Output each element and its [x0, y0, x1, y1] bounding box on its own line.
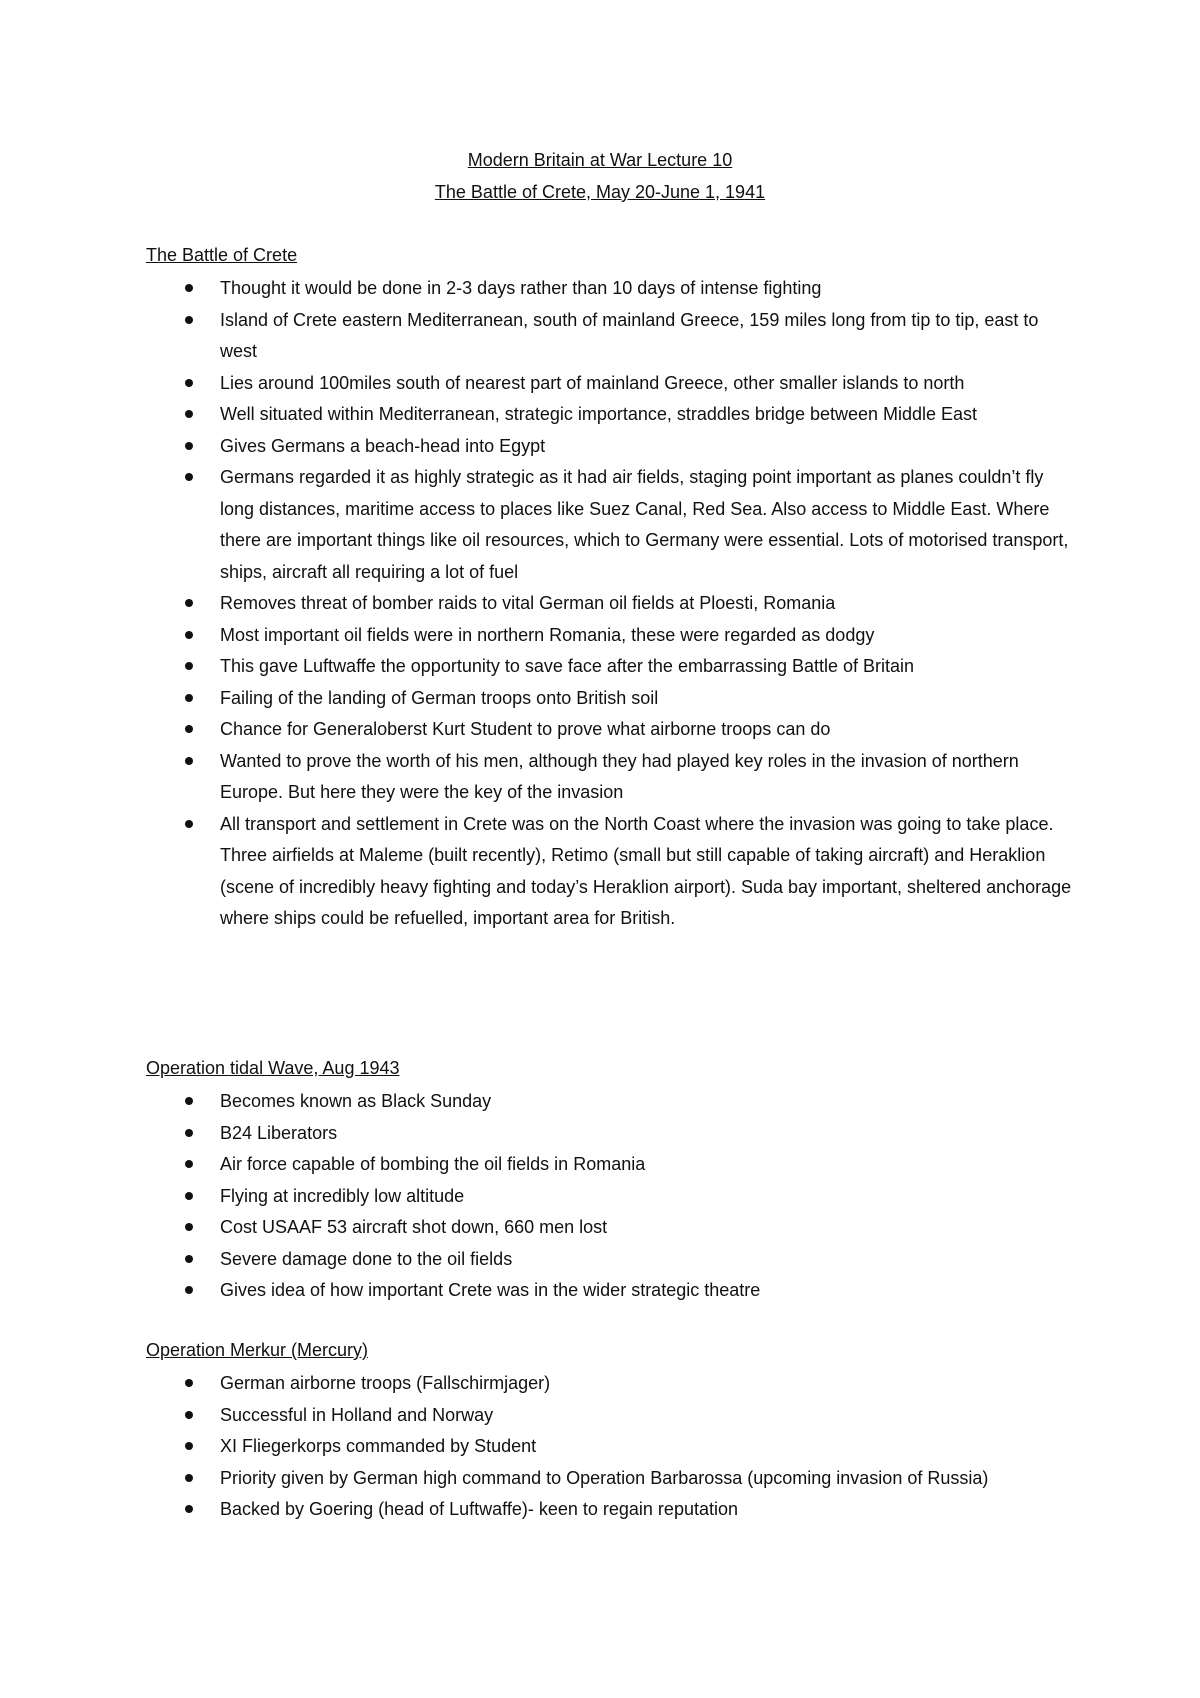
list-item-text: Island of Crete eastern Mediterranean, south of mainland Greece, 159 miles long from tip to tip, east to west — [220, 309, 1039, 361]
list-item — [146, 431, 1076, 463]
section-heading: Operation Merkur (Mercury) — [146, 1340, 369, 1360]
bullet-icon — [185, 1160, 193, 1168]
list-item — [146, 683, 1076, 715]
bullet-icon — [185, 725, 193, 733]
list-item — [146, 1368, 1076, 1400]
section-battle-of-crete — [146, 243, 1076, 935]
list-item — [146, 746, 1076, 809]
list-item — [146, 714, 1076, 746]
list-item — [146, 620, 1076, 652]
list-item — [146, 1431, 1076, 1463]
bullet-icon — [185, 379, 193, 387]
list-item — [146, 588, 1076, 620]
list-item-text: German airborne troops (Fallschirmjager) — [220, 1373, 551, 1393]
list-item-text: Priority given by German high command to Operation Barbarossa (upcoming invasion of Russia) — [220, 1467, 989, 1488]
list-item — [146, 399, 1076, 431]
list-item — [146, 462, 1076, 588]
list-item-text: This gave Luftwaffe the opportunity to save face after the embarrassing Battle of Britain — [220, 656, 915, 676]
list-item-text: Lies around 100miles south of nearest part of mainland Greece, other smaller islands to north — [220, 372, 965, 393]
list-item-text: Becomes known as Black Sunday — [220, 1091, 492, 1111]
list-item-text: XI Fliegerkorps commanded by Student — [220, 1436, 537, 1456]
list-item-text: Germans regarded it as highly strategic as it had air fields, staging point important as planes couldn’t fly long distances, maritime access to places like Suez Canal, Red Sea. Also access to Middle East. Where there are important things like oil resources, which to Germany were essential. Lots of motorised transport, ships, aircraft all requiring a lot of fuel — [220, 467, 1069, 582]
list-item-text: Thought it would be done in 2-3 days rather than 10 days of intense fighting — [220, 278, 822, 298]
list-item-text: Backed by Goering (head of Luftwaffe)- keen to regain reputation — [220, 1499, 738, 1519]
list-item — [146, 368, 1076, 400]
list-item — [146, 651, 1076, 683]
list-item-text: Removes threat of bomber raids to vital German oil fields at Ploesti, Romania — [220, 593, 836, 613]
list-item — [146, 1149, 1076, 1181]
bullet-list — [146, 1086, 1076, 1307]
bullet-icon — [185, 284, 193, 292]
bullet-icon — [185, 1192, 193, 1200]
list-item-text: Gives Germans a beach-head into Egypt — [220, 435, 546, 456]
list-item-text: Gives idea of how important Crete was in the wider strategic theatre — [220, 1280, 761, 1300]
list-item — [146, 1086, 1076, 1118]
document-subtitle: The Battle of Crete, May 20-June 1, 1941 — [434, 182, 766, 202]
bullet-icon — [185, 1255, 193, 1263]
list-item-text: Most important oil fields were in northern Romania, these were regarded as dodgy — [220, 624, 875, 645]
list-item — [146, 1244, 1076, 1276]
list-item — [146, 1212, 1076, 1244]
list-item-text: Cost USAAF 53 aircraft shot down, 660 men lost — [220, 1217, 608, 1237]
list-item — [146, 1463, 1076, 1495]
list-item — [146, 1400, 1076, 1432]
list-item-text: Chance for Generaloberst Kurt Student to prove what airborne troops can do — [220, 719, 831, 739]
bullet-icon — [185, 442, 193, 450]
document-title: Modern Britain at War Lecture 10 — [467, 150, 733, 170]
bullet-list — [146, 1368, 1076, 1526]
bullet-icon — [185, 662, 193, 670]
bullet-icon — [185, 1129, 193, 1137]
bullet-icon — [185, 631, 193, 639]
list-item-text: Flying at incredibly low altitude — [220, 1185, 465, 1206]
section-heading: Operation tidal Wave, Aug 1943 — [146, 1058, 400, 1078]
list-item-text: Air force capable of bombing the oil fields in Romania — [220, 1154, 646, 1174]
bullet-icon — [185, 599, 193, 607]
bullet-icon — [185, 473, 193, 481]
list-item — [146, 1118, 1076, 1150]
list-item-text: Wanted to prove the worth of his men, although they had played key roles in the invasion of northern Europe. But here they were the key of the invasion — [220, 750, 1019, 802]
list-item-text: Severe damage done to the oil fields — [220, 1248, 513, 1269]
bullet-icon — [185, 1286, 193, 1294]
section-operation-tidal-wave — [146, 1056, 1076, 1307]
bullet-icon — [185, 1379, 193, 1387]
list-item — [146, 1275, 1076, 1307]
bullet-list — [146, 273, 1076, 935]
bullet-icon — [185, 316, 193, 324]
list-item-text: All transport and settlement in Crete was on the North Coast where the invasion was going to take place. Three airfields at Maleme (built recently), Retimo (small but still capable of taking aircraft) and Heraklion (scene of incredibly heavy fighting and today’s Heraklion airport). Suda bay important, sheltered anchorage where ships could be refuelled, important area for British. — [220, 813, 1072, 928]
bullet-icon — [185, 410, 193, 418]
bullet-icon — [185, 1505, 193, 1513]
list-item-text: Successful in Holland and Norway — [220, 1404, 494, 1425]
section-operation-merkur — [146, 1338, 1076, 1526]
list-item — [146, 809, 1076, 935]
list-item — [146, 305, 1076, 368]
section-heading: The Battle of Crete — [146, 245, 298, 265]
list-item-text: Failing of the landing of German troops onto British soil — [220, 687, 659, 708]
list-item-text: Well situated within Mediterranean, strategic importance, straddles bridge between Middle East — [220, 404, 978, 424]
bullet-icon — [185, 694, 193, 702]
bullet-icon — [185, 1097, 193, 1105]
bullet-icon — [185, 820, 193, 828]
bullet-icon — [185, 1411, 193, 1419]
bullet-icon — [185, 1474, 193, 1482]
bullet-icon — [185, 1223, 193, 1231]
bullet-icon — [185, 1442, 193, 1450]
list-item — [146, 1494, 1076, 1526]
list-item — [146, 1181, 1076, 1213]
bullet-icon — [185, 757, 193, 765]
list-item-text: B24 Liberators — [220, 1122, 338, 1143]
list-item — [146, 273, 1076, 305]
